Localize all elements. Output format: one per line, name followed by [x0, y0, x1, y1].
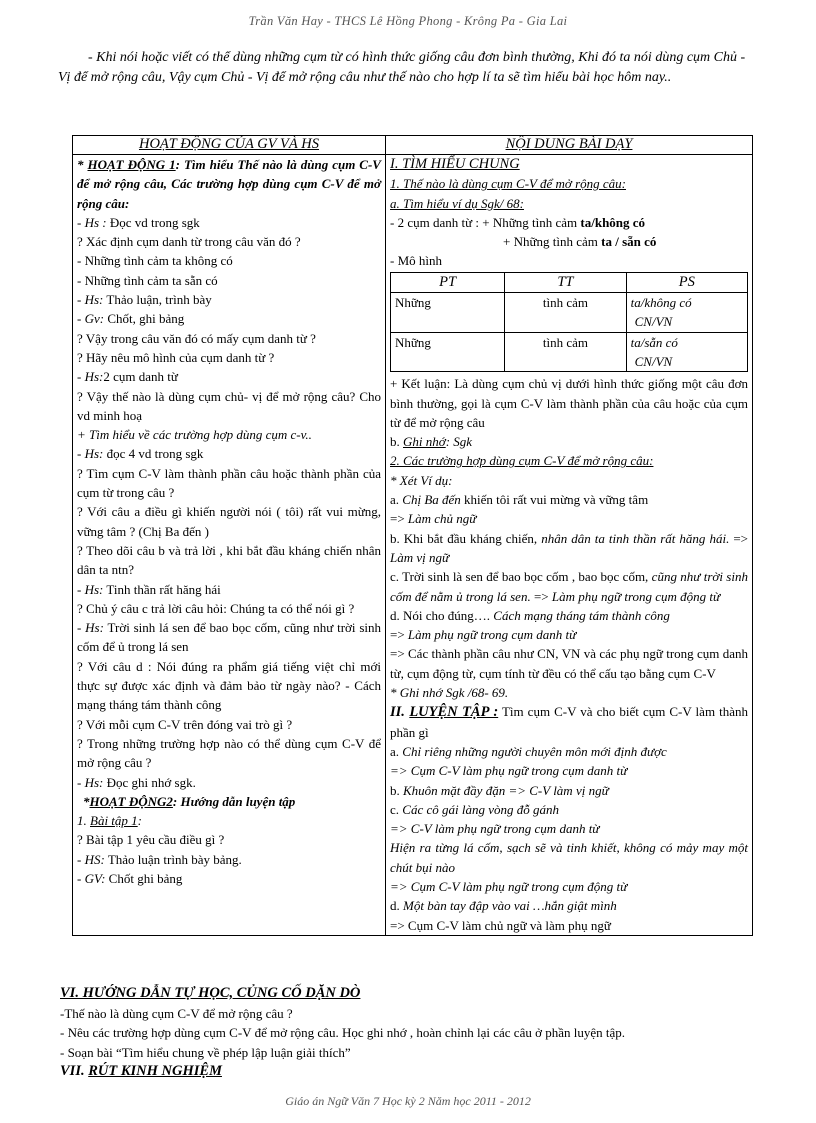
col1-header: HOẠT ĐỘNG CỦA GV VÀ HS — [73, 136, 386, 155]
lesson-content-column: I. TÌM HIỂU CHUNG 1. Thế nào là dùng cụm C-V để mở rộng câu: a. Tìm hiểu ví dụ Sgk/ 68: - 2 cụm danh từ : + Những tình cảm ta/không có + Những tình cảm ta / sẵn có - Mô hình PT TT PS Những tình cảm ta/không có CN/VN Những tình cảm ta/sẵn có CN/VN + Kết luận: Là dùng cụm chủ vị dưới hình thức giống một câu đơn bình thường, gọi là cụm C-V làm thành phần của câu hoặc của cụm từ để mở rộng câu b. Ghi nhớ: Sgk 2. Các trường hợp dùng cụm C-V để mở rộng câu: * Xét Ví dụ: a. Chị Ba đến khiến tôi rất vui mừng và vững tâm => Làm chủ ngữ b. Khi bắt đầu kháng chiến, nhân dân ta tinh thần rất hăng hái. => Làm vị ngữ c. Trời sinh là sen để bao bọc cốm , bao bọc cốm, cũng như trời sinh cốm để nằm ủ trong lá sen. => Làm phụ ngữ trong cụm động từ d. Nói cho đúng…. Cách mạng tháng tám thành công => Làm phụ ngữ trong cụm danh từ => Các thành phần câu như CN, VN và các phụ ngữ trong cụm danh từ, cụm động từ, cụm tính từ đều có thể cấu tạo bằng cụm C-V * Ghi nhớ Sgk /68- 69. II. LUYỆN TẬP : Tìm cụm C-V và cho biết cụm C-V làm thành phần gì a. Chỉ riêng những người chuyên môn mới định được => Cụm C-V làm phụ ngữ trong cụm danh từ b. Khuôn mặt đầy đặn => C-V làm vị ngữ c. Các cô gái làng vòng đỗ gánh => C-V làm phụ ngữ trong cụm danh từ Hiện ra từng lá cốm, sạch sẽ và tinh khiết, không có mảy may một chút bụi nào => Cụm C-V làm phụ ngữ trong cụm động từ d. Một bàn tay đập vào vai …hắn giật mình => Cụm C-V làm chủ ngữ và làm phụ ngữ — [386, 155, 753, 936]
teacher-activities-column: * HOẠT ĐỘNG 1: Tìm hiểu Thế nào là dùng cụm C-V để mở rộng câu, Các trường hợp dùng cụm C-V để mở rộng câu: - Hs : Đọc vd trong sgk ? Xác định cụm danh từ trong câu văn đó ? - Những tình cảm ta không có - Những tình cảm ta sẵn có - Hs: Thảo luận, trình bày - Gv: Chốt, ghi bảng ? Vậy trong câu văn đó có mấy cụm danh từ ? ? Hãy nêu mô hình của cụm danh từ ? - Hs:2 cụm danh từ ? Vậy thế nào là dùng cụm chủ- vị để mở rộng câu? Cho vd minh hoạ + Tìm hiểu về các trường hợp dùng cụm c-v.. - Hs: đọc 4 vd trong sgk ? Tìm cụm C-V làm thành phần câu hoặc thành phần của cụm từ trong câu ? ? Với câu a điều gì khiến người nói ( tôi) rất vui mừng, vững tâm ? (Chị Ba đến ) ? Theo dõi câu b và trả lời , khi bắt đầu kháng chiến nhân dân ta ntn? - Hs: Tinh thần rất hăng hái ? Chủ ý câu c trả lời câu hỏi: Chúng ta có thể nói gì ? - Hs: Trời sinh lá sen để bao bọc cốm, cũng như trời sinh cốm để ủ trong lá sen ? Với câu d : Nói đúng ra phẩm giá tiếng việt chỉ mới thực sự được xác định và đảm bảo từ ngày nào? - Cách mạng tháng tám thành công ? Với mỗi cụm C-V trên đóng vai trò gì ? ? Trong những trường hợp nào có thể dùng cụm C-V để mở rộng câu ? - Hs: Đọc ghi nhớ sgk. *HOẠT ĐỘNG2: Hướng dẫn luyện tập 1. Bài tập 1: ? Bài tập 1 yêu cầu điều gì ? - HS: Thảo luận trình bày bảng. - GV: Chốt ghi bảng — [73, 155, 386, 936]
section7-title: VII. RÚT KINH NGHIỆM — [60, 1063, 222, 1079]
homework-item: - Soạn bài “Tìm hiểu chung về phép lập luận giải thích” — [60, 1044, 351, 1060]
page-header: Trần Văn Hay - THCS Lê Hồng Phong - Krông Pa - Gia Lai — [248, 14, 568, 28]
homework-item: -Thế nào là dùng cụm C-V để mở rộng câu ? — [60, 1005, 293, 1021]
model-table: PT TT PS Những tình cảm ta/không có CN/VN Những tình cảm ta/sẵn có CN/VN — [390, 272, 748, 372]
homework-item: - Nêu các trường hợp dùng cụm C-V để mở rộng câu. Học ghi nhớ , hoàn chỉnh lại các câu ở phần luyện tập. — [60, 1025, 625, 1040]
homework-section — [60, 984, 780, 1082]
section6-title: VI. HƯỚNG DẪN TỰ HỌC, CỦNG CỐ DẶN DÒ — [60, 985, 361, 1001]
activity1-label: HOẠT ĐỘNG 1 — [87, 157, 176, 172]
section1-title: I. TÌM HIỂU CHUNG — [390, 156, 520, 172]
page-footer: Giáo án Ngữ Văn 7 Học kỳ 2 Năm học 2011 - 2012 — [285, 1094, 531, 1108]
intro-paragraph: - Khi nói hoặc viết có thể dùng những cụm từ có hình thức giống câu đơn bình thường, Khi đó ta nói dùng cụm Chủ - Vị để mở rộng câu, Vậy cụm Chủ - Vị để mở rộng câu như thế nào cho hợp lí ta sẽ tìm hiểu bài học hôm nay.. — [58, 50, 746, 85]
lesson-table — [72, 135, 753, 936]
activity2-label: HOẠT ĐỘNG2 — [89, 793, 173, 809]
col2-header: NỘI DUNG BÀI DẠY — [386, 136, 753, 155]
